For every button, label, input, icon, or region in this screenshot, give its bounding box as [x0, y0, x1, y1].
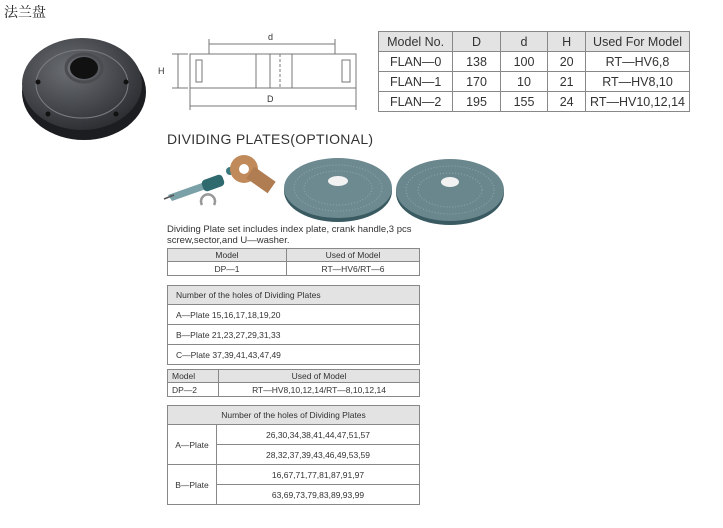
table-row [168, 465, 420, 485]
a-plate-label: A—Plate [168, 425, 217, 465]
dp1-used-cell: RT—HV6/RT—6 [287, 262, 420, 276]
spec-cell: 24 [548, 92, 586, 112]
flange-plate-photo [18, 22, 148, 142]
dp2-header-model: Model [168, 370, 219, 383]
spec-cell: FLAN—1 [379, 72, 453, 92]
spec-cell: 100 [500, 52, 547, 72]
holes-row-a: A—Plate 15,16,17,18,19,20 [168, 305, 420, 325]
table-row [379, 72, 690, 92]
table-row [168, 262, 420, 276]
dp1-header-model: Model [168, 249, 287, 262]
holes-table-1 [167, 285, 420, 365]
spec-header-cell: H [548, 32, 586, 52]
a-plate-row-2: 28,32,37,39,43,46,49,53,59 [217, 445, 420, 465]
table-row [379, 92, 690, 112]
crank-handle-accessories-photo [162, 155, 282, 215]
holes-table-2 [167, 405, 420, 505]
spec-cell: 10 [500, 72, 547, 92]
dp2-used-cell: RT—HV8,10,12,14/RT—8,10,12,14 [219, 383, 420, 397]
spec-cell: 20 [548, 52, 586, 72]
spec-cell: 170 [453, 72, 500, 92]
label-H: H [158, 66, 165, 76]
a-plate-row-1: 26,30,34,38,41,44,47,51,57 [217, 425, 420, 445]
dp2-table [167, 369, 420, 397]
dividing-plates-heading: DIVIDING PLATES(OPTIONAL) [167, 131, 374, 147]
table-row [168, 345, 420, 365]
dp1-model-cell: DP—1 [168, 262, 287, 276]
flange-spec-table [378, 31, 690, 112]
spec-cell: RT—HV10,12,14 [586, 92, 690, 112]
spec-cell: RT—HV8,10 [586, 72, 690, 92]
spec-header-cell: D [453, 32, 500, 52]
b-plate-row-1: 16,67,71,77,81,87,91,97 [217, 465, 420, 485]
label-d: d [268, 32, 274, 42]
spec-cell: 155 [500, 92, 547, 112]
spec-header-cell: d [500, 32, 547, 52]
spec-cell: 195 [453, 92, 500, 112]
dividing-plate-photo-right [395, 155, 505, 227]
table-row [168, 406, 420, 425]
spec-header-cell: Used For Model [586, 32, 690, 52]
table-row [168, 286, 420, 305]
spec-cell: 21 [548, 72, 586, 92]
spec-cell: FLAN—2 [379, 92, 453, 112]
flange-dimension-diagram [152, 28, 362, 118]
holes-table-1-title: Number of the holes of Dividing Plates [168, 286, 420, 305]
spec-table-header [379, 32, 690, 52]
table-row [379, 52, 690, 72]
dp1-header-used: Used of Model [287, 249, 420, 262]
table-row [168, 383, 420, 397]
table-row [168, 425, 420, 445]
dp2-model-cell: DP—2 [168, 383, 219, 397]
holes-row-c: C—Plate 37,39,41,43,47,49 [168, 345, 420, 365]
dp1-table [167, 248, 420, 276]
table-row [168, 370, 420, 383]
dp2-header-used: Used of Model [219, 370, 420, 383]
spec-header-cell: Model No. [379, 32, 453, 52]
label-D: D [267, 94, 274, 104]
flange-title: 法兰盘 [4, 5, 46, 21]
spec-cell: 138 [453, 52, 500, 72]
table-row [168, 305, 420, 325]
table-row [168, 249, 420, 262]
b-plate-row-2: 63,69,73,79,83,89,93,99 [217, 485, 420, 505]
holes-table-2-title: Number of the holes of Dividing Plates [168, 406, 420, 425]
table-row [168, 325, 420, 345]
spec-cell: RT—HV6,8 [586, 52, 690, 72]
dividing-plate-photo-left [283, 155, 393, 223]
spec-cell: FLAN—0 [379, 52, 453, 72]
b-plate-label: B—Plate [168, 465, 217, 505]
dividing-plate-description: Dividing Plate set includes index plate, crank handle,3 pcs screw,sector,and U—washer. [167, 224, 412, 246]
holes-row-b: B—Plate 21,23,27,29,31,33 [168, 325, 420, 345]
